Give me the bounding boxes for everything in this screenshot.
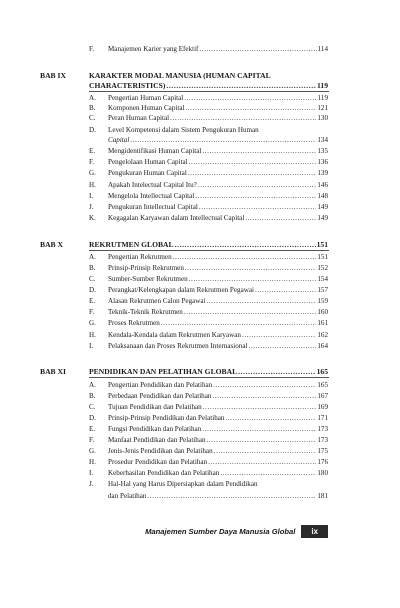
- entry-title: Hal-Hal yang Harus Dipersiapkan dalam Pendidikan: [108, 480, 258, 488]
- entry-title: Pelaksanaan dan Proses Rekrutmen Internasional: [108, 342, 248, 350]
- entry-page: 148: [317, 192, 328, 200]
- entry-page: 130: [317, 114, 328, 122]
- chapter-label: BAB XI: [40, 367, 66, 376]
- entry-page: 173: [317, 436, 328, 444]
- dot-leader: [130, 136, 316, 145]
- dot-leader: [199, 45, 316, 54]
- entry-letter: H.: [89, 331, 96, 339]
- entry-page: 121: [317, 104, 328, 112]
- entry-title: Proses Rekrutmen: [108, 319, 160, 327]
- entry-title: Level Kompetensi dalam Sistem Pengukuran Human: [108, 126, 259, 134]
- dot-leader: [184, 94, 316, 103]
- dot-leader: [161, 319, 317, 328]
- entry-letter: B.: [89, 392, 96, 400]
- dot-leader: [214, 447, 317, 456]
- entry-letter: G.: [89, 169, 96, 177]
- entry-page: 135: [317, 147, 328, 155]
- dot-leader: [147, 492, 316, 501]
- dot-leader: [220, 469, 316, 478]
- dot-leader: [213, 381, 316, 390]
- entry-page: 176: [317, 458, 328, 466]
- entry-letter: I.: [89, 342, 94, 350]
- entry-letter: G.: [89, 319, 96, 327]
- entry-page: 136: [317, 158, 328, 166]
- entry-title: Mengidentifikasi Human Capital: [108, 147, 202, 155]
- entry-page: 139: [317, 169, 328, 177]
- chapter-title-cont: CHARACTERISTICS): [89, 81, 166, 90]
- entry-title-cont: Capital: [108, 136, 130, 144]
- dot-leader: [166, 81, 316, 90]
- entry-letter: A.: [89, 253, 96, 261]
- entry-page: 161: [317, 319, 328, 327]
- entry-page: 160: [317, 308, 328, 316]
- entry-letter: A.: [89, 94, 96, 102]
- chapter-label: BAB IX: [40, 71, 66, 80]
- dot-leader: [188, 169, 317, 178]
- dot-leader: [203, 403, 317, 412]
- entry-letter: F.: [89, 436, 95, 444]
- entry-title: Fungsi Pendidikan dan Pelatihan: [108, 425, 202, 433]
- dot-leader: [242, 331, 316, 340]
- entry-page: 165: [317, 381, 328, 389]
- heading-underline: [89, 250, 329, 251]
- entry-title: Pengertian Pendidikan dan Pelatihan: [108, 381, 213, 389]
- entry-page: 119: [317, 94, 328, 102]
- entry-title-cont: dan Pelatihan: [108, 492, 147, 500]
- chapter-page: 165: [316, 367, 328, 376]
- entry-letter: I.: [89, 469, 94, 477]
- entry-page: 169: [317, 403, 328, 411]
- entry-page: 164: [317, 342, 328, 350]
- entry-title: Kendala-Kendala dalam Rekrutmen Karyawan: [108, 331, 241, 339]
- entry-letter: J.: [89, 480, 94, 488]
- entry-page: 159: [317, 297, 328, 305]
- entry-title: Apakah Intelectual Capital Itu?: [108, 181, 197, 189]
- dot-leader: [175, 240, 316, 249]
- entry-title: Pengelolaan Human Capital: [108, 158, 188, 166]
- entry-title: Alasan Rekrutmen Calon Pegawai: [108, 297, 206, 305]
- chapter-label: BAB X: [40, 240, 63, 249]
- entry-letter: C.: [89, 403, 96, 411]
- entry-title: Prinsip-Prinsip Rekrutmen: [108, 264, 184, 272]
- entry-letter: F.: [89, 158, 95, 166]
- dot-leader: [185, 104, 316, 113]
- chapter-page: 151: [316, 240, 328, 249]
- entry-letter: B.: [89, 264, 96, 272]
- dot-leader: [185, 264, 316, 273]
- dot-leader: [202, 147, 316, 156]
- entry-letter: E.: [89, 425, 96, 433]
- dot-leader: [189, 158, 317, 167]
- entry-letter: C.: [89, 114, 96, 122]
- dot-leader: [170, 114, 316, 123]
- entry-letter: F.: [89, 308, 95, 316]
- entry-title: Pengertian Rekrutmen: [108, 253, 172, 261]
- entry-title: Jenis-Jenis Pendidikan dan Pelatihan: [108, 447, 213, 455]
- page-number-badge: ix: [301, 525, 328, 538]
- entry-letter: H.: [89, 181, 96, 189]
- entry-page: 162: [317, 331, 328, 339]
- entry-page: 157: [317, 286, 328, 294]
- entry-letter: F.: [89, 45, 95, 53]
- entry-title: Perangkat/Kelengkapan dalam Rekrutmen Pegawai: [108, 286, 254, 294]
- entry-title: Mengelola Intellectual Capital: [108, 192, 195, 200]
- entry-page: 154: [317, 275, 328, 283]
- dot-leader: [255, 286, 316, 295]
- entry-title: Keberhasilan Pendidikan dan Pelatihan: [108, 469, 220, 477]
- dot-leader: [199, 203, 317, 212]
- entry-letter: B.: [89, 104, 96, 112]
- entry-title: Tujuan Pendidikan dan Pelatihan: [108, 403, 202, 411]
- heading-underline: [89, 377, 329, 378]
- entry-page: 175: [317, 447, 328, 455]
- entry-title: Prosedur Pendidikan dan Pelatihan: [108, 458, 208, 466]
- entry-letter: H.: [89, 458, 96, 466]
- dot-leader: [198, 181, 317, 190]
- entry-title: Kegagalan Karyawan dalam Intellectual Capital: [108, 214, 245, 222]
- entry-title: Peran Human Capital: [108, 114, 170, 122]
- entry-page: 114: [317, 45, 328, 53]
- dot-leader: [189, 275, 317, 284]
- entry-page: 181: [317, 492, 328, 500]
- dot-leader: [207, 297, 317, 306]
- entry-title: Manfaat Pendidikan dan Pelatihan: [108, 436, 206, 444]
- dot-leader: [202, 425, 316, 434]
- entry-letter: E.: [89, 297, 96, 305]
- entry-page: 167: [317, 392, 328, 400]
- dot-leader: [248, 342, 316, 351]
- entry-page: 180: [317, 469, 328, 477]
- dot-leader: [238, 367, 315, 376]
- entry-title: Pengukuran Human Capital: [108, 169, 187, 177]
- entry-title: Pengertian Human Capital: [108, 94, 184, 102]
- entry-page: 151: [317, 253, 328, 261]
- entry-letter: E.: [89, 147, 96, 155]
- entry-letter: I.: [89, 192, 94, 200]
- page-footer: [145, 525, 328, 538]
- entry-page: 171: [317, 414, 328, 422]
- entry-letter: D.: [89, 126, 96, 134]
- entry-letter: D.: [89, 286, 96, 294]
- entry-page: 146: [317, 181, 328, 189]
- entry-letter: D.: [89, 414, 96, 422]
- entry-page: 173: [317, 425, 328, 433]
- chapter-title: KARAKTER MODAL MANUSIA (HUMAN CAPITAL: [89, 71, 271, 80]
- dot-leader: [184, 308, 317, 317]
- entry-letter: A.: [89, 381, 96, 389]
- entry-title: Komponen Human Capital: [108, 104, 185, 112]
- dot-leader: [208, 458, 316, 467]
- dot-leader: [212, 392, 316, 401]
- chapter-title: PENDIDIKAN DAN PELATIHAN GLOBAL: [89, 367, 238, 376]
- heading-underline: [89, 91, 329, 92]
- dot-leader: [195, 192, 316, 201]
- dot-leader: [207, 436, 317, 445]
- entry-letter: K.: [89, 214, 96, 222]
- chapter-title: REKRUTMEN GLOBAL: [89, 240, 174, 249]
- entry-letter: J.: [89, 203, 94, 211]
- entry-page: 134: [317, 136, 328, 144]
- entry-letter: G.: [89, 447, 96, 455]
- entry-title: Pengukuran Intellectual Capital: [108, 203, 198, 211]
- entry-page: 149: [317, 203, 328, 211]
- entry-letter: C.: [89, 275, 96, 283]
- dot-leader: [173, 253, 317, 262]
- entry-title: Perbedaan Pendidikan dan Pelatihan: [108, 392, 212, 400]
- dot-leader: [245, 214, 316, 223]
- entry-title: Manajemen Karier yang Efektif: [108, 45, 199, 53]
- chapter-page: 119: [317, 81, 328, 90]
- entry-page: 152: [317, 264, 328, 272]
- entry-page: 149: [317, 214, 328, 222]
- dot-leader: [225, 414, 316, 423]
- book-title: Manajemen Sumber Daya Manusia Global: [145, 527, 296, 536]
- entry-title: Sumber-Sumber Rekrutmen: [108, 275, 188, 283]
- entry-title: Prinsip-Prinsip Pendidikan dan Pelatihan: [108, 414, 225, 422]
- entry-title: Teknik-Teknik Rekrutmen: [108, 308, 183, 316]
